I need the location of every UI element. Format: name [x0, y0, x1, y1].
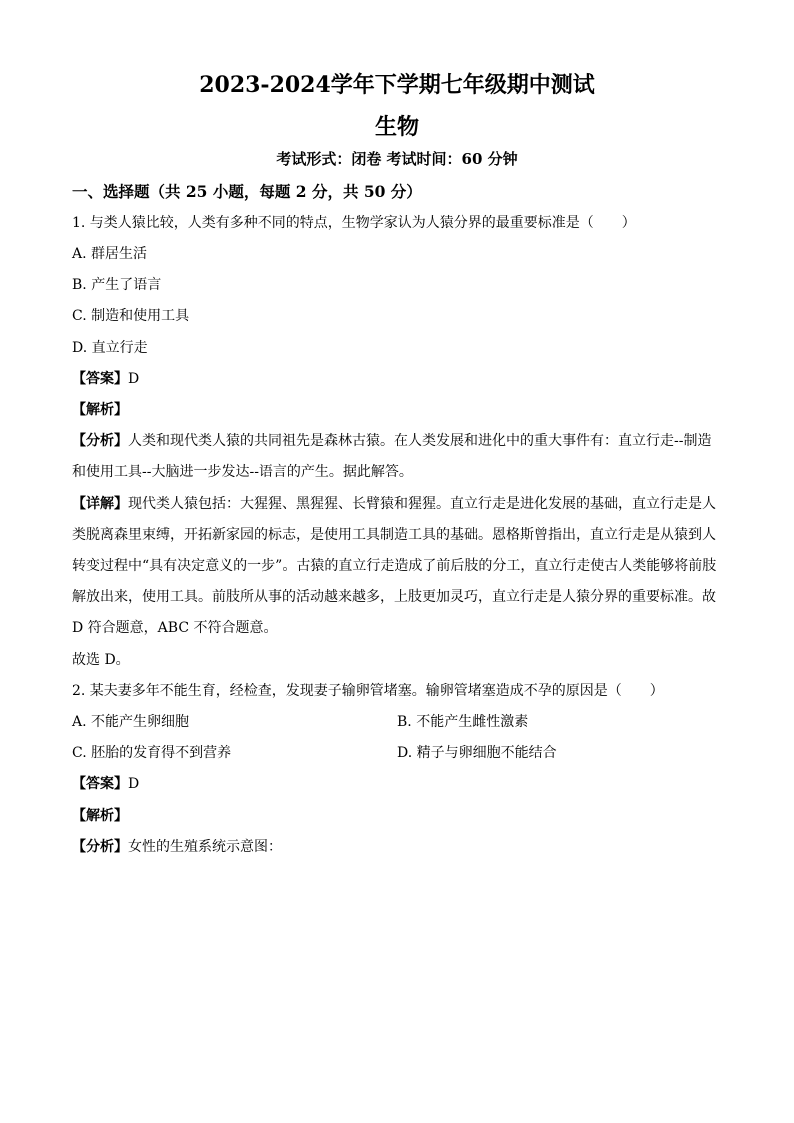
q2-option-b: B. 不能产生雌性激素 — [397, 714, 529, 730]
document-title: 2023-2024学年下学期七年级期中测试 — [199, 72, 595, 98]
q2-option-a: A. 不能产生卵细胞 — [72, 714, 190, 730]
q1-option-b: B. 产生了语言 — [72, 277, 162, 293]
q2-analysis-label: 【解析】 — [72, 808, 128, 824]
q1-analysis-tag — [72, 400, 128, 420]
q2-answer-tag: 【答案】 — [72, 776, 128, 792]
q1-option-a: A. 群居生活 — [72, 246, 148, 262]
q2-fenxi-line-1 — [72, 837, 282, 857]
q1-option-c: C. 制造和使用工具 — [72, 308, 190, 324]
q1-answer-tag: 【答案】 — [72, 371, 128, 387]
q1-detail-line-5: D 符合题意，ABC 不符合题意。 — [72, 620, 278, 636]
q1-detail-line-4: 解放出来，使用工具。前肢所从事的活动越来越多，上肢更加灵巧，直立行走是人猿分界的重要标准。故 — [72, 589, 716, 605]
q1-detail-line-2: 类脱离森里束缚，开拓新家园的标志，是使用工具制造工具的基础。恩格斯曾指出，直立行走是从猿到人 — [72, 527, 716, 543]
q1-fenxi-tag: 【分析】 — [72, 433, 128, 449]
q2-analysis-tag — [72, 806, 128, 826]
exam-info: 考试形式：闭卷 考试时间：60 分钟 — [276, 150, 518, 168]
q1-conclusion: 故选 D。 — [72, 652, 130, 668]
q1-fenxi-line-2: 和使用工具--大脑进一步发达--语言的产生。据此解答。 — [72, 464, 413, 480]
q1-answer-value: D — [128, 371, 140, 387]
q1-fenxi-text-1: 人类和现代类人猿的共同祖先是森林古猿。在人类发展和进化中的重大事件有：直立行走--制造 — [128, 433, 712, 449]
section-heading-choice: 一、选择题（共 25 小题，每题 2 分，共 50 分） — [72, 182, 422, 201]
subject-title: 生物 — [374, 114, 419, 140]
q1-detail-line-1 — [72, 494, 716, 514]
q2-option-d: D. 精子与卵细胞不能结合 — [397, 745, 557, 761]
q1-detail-text-1: 现代类人猿包括：大猩猩、黑猩猩、长臂猿和猩猩。直立行走是进化发展的基础，直立行走是人 — [128, 496, 716, 512]
q2-fenxi-tag: 【分析】 — [72, 839, 128, 855]
q2-answer-value: D — [128, 776, 140, 792]
q2-fenxi-text-1: 女性的生殖系统示意图： — [128, 839, 282, 855]
q1-fenxi-line-1 — [72, 431, 711, 451]
q2-answer — [72, 774, 139, 794]
q2-option-c: C. 胚胎的发育得不到营养 — [72, 745, 232, 761]
q1-answer — [72, 369, 139, 389]
q1-option-d: D. 直立行走 — [72, 340, 148, 356]
q1-stem: 1. 与类人猿比较，人类有多种不同的特点，生物学家认为人猿分界的最重要标准是（ ） — [72, 215, 636, 231]
q1-detail-line-3: 转变过程中“具有决定意义的一步”。古猿的直立行走造成了前后肢的分工，直立行走使古人类能够将前肢 — [72, 558, 717, 574]
q1-analysis-label: 【解析】 — [72, 402, 128, 418]
q1-detail-tag: 【详解】 — [72, 496, 128, 512]
q2-stem: 2. 某夫妻多年不能生育，经检查，发现妻子输卵管堵塞。输卵管堵塞造成不孕的原因是（ ） — [72, 683, 664, 699]
